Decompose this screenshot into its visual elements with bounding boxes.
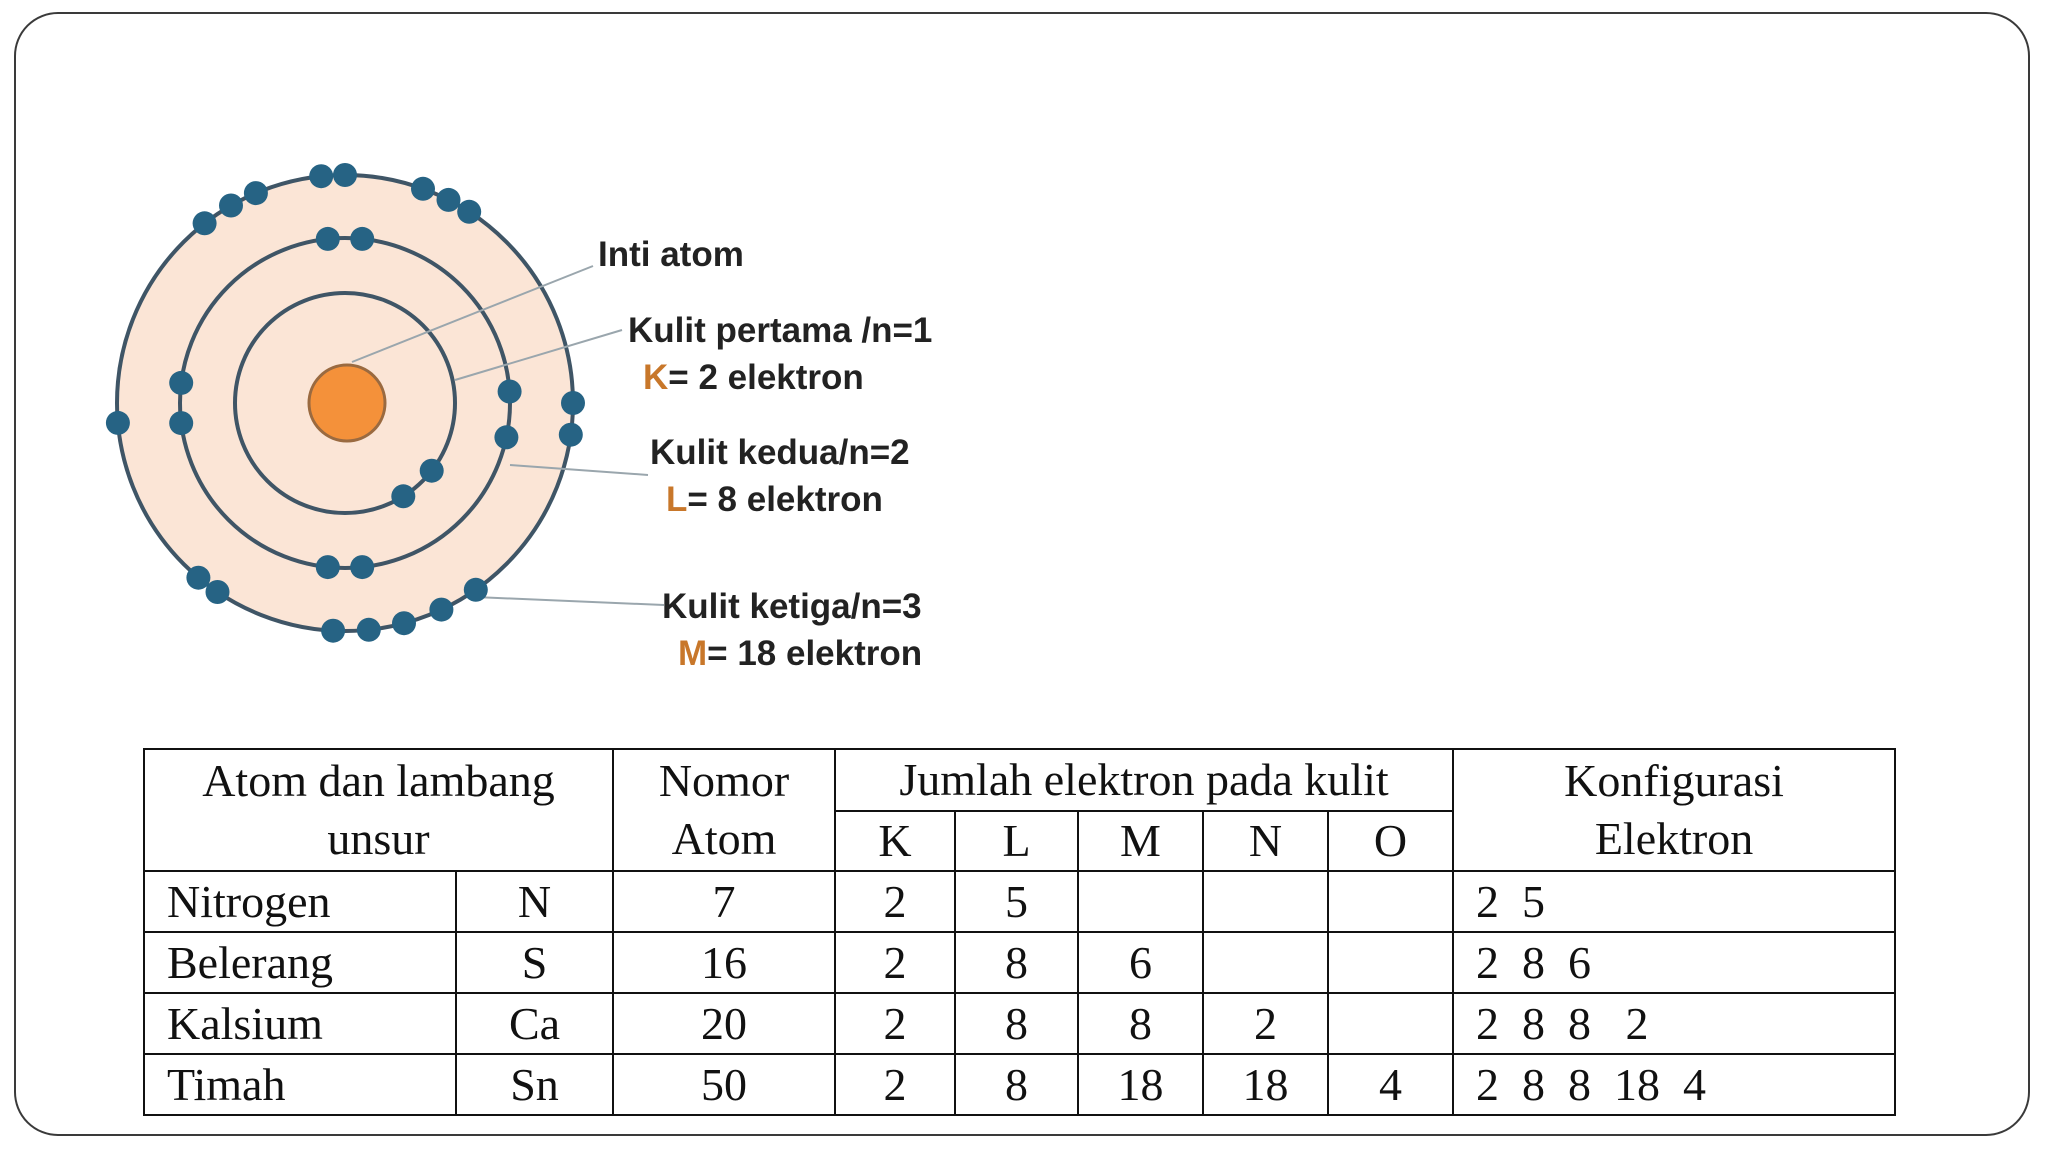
leader-line-shell3	[475, 597, 664, 605]
electron-m-13	[392, 611, 416, 635]
cell-n: 18	[1203, 1054, 1328, 1115]
electron-m-10	[559, 423, 583, 447]
label-shell3-count	[678, 634, 922, 673]
header-atom-line2: unsur	[327, 813, 430, 864]
header-shell-n: N	[1203, 811, 1328, 871]
electron-l-5	[350, 555, 374, 579]
label-shell1-count-text: = 2 elektron	[668, 358, 864, 397]
electron-m-4	[437, 188, 461, 212]
cell-l: 8	[955, 1054, 1078, 1115]
table-row	[144, 871, 1895, 932]
cell-name: Timah	[144, 1054, 456, 1115]
cell-k: 2	[835, 932, 955, 993]
cell-m: 8	[1078, 993, 1203, 1054]
electron-k-1	[420, 459, 444, 483]
cell-config: 2 5	[1453, 871, 1895, 932]
label-shell3-count-text: = 18 elektron	[707, 634, 923, 673]
cell-n	[1203, 932, 1328, 993]
table-row	[144, 1054, 1895, 1115]
cell-n	[1203, 871, 1328, 932]
cell-name: Kalsium	[144, 993, 456, 1054]
cell-symbol: Sn	[456, 1054, 613, 1115]
electron-l-7	[169, 411, 193, 435]
electron-k-2	[391, 484, 415, 508]
electron-m-11	[464, 578, 488, 602]
label-shell1-title: Kulit pertama /n=1	[628, 311, 933, 350]
header-atom	[144, 749, 613, 871]
electron-config-table	[143, 748, 1896, 1116]
header-atom-line1: Atom dan lambang	[202, 755, 555, 806]
electron-m-3	[411, 177, 435, 201]
header-konfigurasi	[1453, 749, 1895, 871]
cell-k: 2	[835, 993, 955, 1054]
cell-o	[1328, 871, 1453, 932]
header-konf-line1: Konfigurasi	[1564, 755, 1784, 806]
table-row	[144, 993, 1895, 1054]
electron-l-2	[350, 227, 374, 251]
cell-number: 20	[613, 993, 835, 1054]
label-shell1-count	[643, 358, 864, 397]
electron-m-8	[244, 181, 268, 205]
electron-m-9	[561, 391, 585, 415]
cell-m: 6	[1078, 932, 1203, 993]
cell-o	[1328, 993, 1453, 1054]
cell-m: 18	[1078, 1054, 1203, 1115]
cell-config: 2 8 6	[1453, 932, 1895, 993]
label-shell2-count-text: = 8 elektron	[687, 480, 883, 519]
label-shell3-letter: M	[678, 634, 708, 673]
label-shell3-title: Kulit ketiga/n=3	[662, 587, 922, 626]
electron-m-1	[309, 164, 333, 188]
electron-l-8	[169, 371, 193, 395]
label-shell2-letter: L	[666, 480, 688, 519]
electron-m-12	[429, 598, 453, 622]
nucleus	[309, 365, 385, 441]
header-nomor	[613, 749, 835, 871]
electron-m-5	[457, 200, 481, 224]
cell-config: 2 8 8 18 4	[1453, 1054, 1895, 1115]
cell-name: Belerang	[144, 932, 456, 993]
cell-k: 2	[835, 1054, 955, 1115]
electron-m-14	[357, 618, 381, 642]
electron-m-18	[106, 411, 130, 435]
electron-m-7	[219, 194, 243, 218]
electron-l-6	[316, 555, 340, 579]
header-nomor-line2: Atom	[671, 813, 777, 864]
header-jumlah: Jumlah elektron pada kulit	[835, 749, 1453, 811]
header-nomor-line1: Nomor	[658, 755, 790, 806]
cell-l: 8	[955, 993, 1078, 1054]
cell-l: 8	[955, 932, 1078, 993]
electron-l-3	[498, 380, 522, 404]
label-shell2-title: Kulit kedua/n=2	[650, 433, 910, 472]
cell-name: Nitrogen	[144, 871, 456, 932]
header-shell-k: K	[835, 811, 955, 871]
electron-m-15	[321, 619, 345, 643]
cell-symbol: N	[456, 871, 613, 932]
electron-m-17	[186, 566, 210, 590]
header-shell-m: M	[1078, 811, 1203, 871]
cell-number: 7	[613, 871, 835, 932]
header-shell-o: O	[1328, 811, 1453, 871]
cell-config: 2 8 8 2	[1453, 993, 1895, 1054]
cell-m	[1078, 871, 1203, 932]
electron-m-2	[333, 163, 357, 187]
electron-l-1	[316, 227, 340, 251]
cell-l: 5	[955, 871, 1078, 932]
electron-l-4	[494, 425, 518, 449]
electron-m-16	[206, 580, 230, 604]
cell-symbol: S	[456, 932, 613, 993]
header-shell-l: L	[955, 811, 1078, 871]
label-shell2-count	[666, 480, 883, 519]
cell-o	[1328, 932, 1453, 993]
table-row	[144, 932, 1895, 993]
cell-number: 16	[613, 932, 835, 993]
cell-number: 50	[613, 1054, 835, 1115]
label-shell1-letter: K	[643, 358, 669, 397]
label-nucleus: Inti atom	[598, 235, 744, 274]
cell-o: 4	[1328, 1054, 1453, 1115]
electron-m-6	[193, 211, 217, 235]
cell-n: 2	[1203, 993, 1328, 1054]
cell-k: 2	[835, 871, 955, 932]
header-konf-line2: Elektron	[1594, 813, 1754, 864]
cell-symbol: Ca	[456, 993, 613, 1054]
